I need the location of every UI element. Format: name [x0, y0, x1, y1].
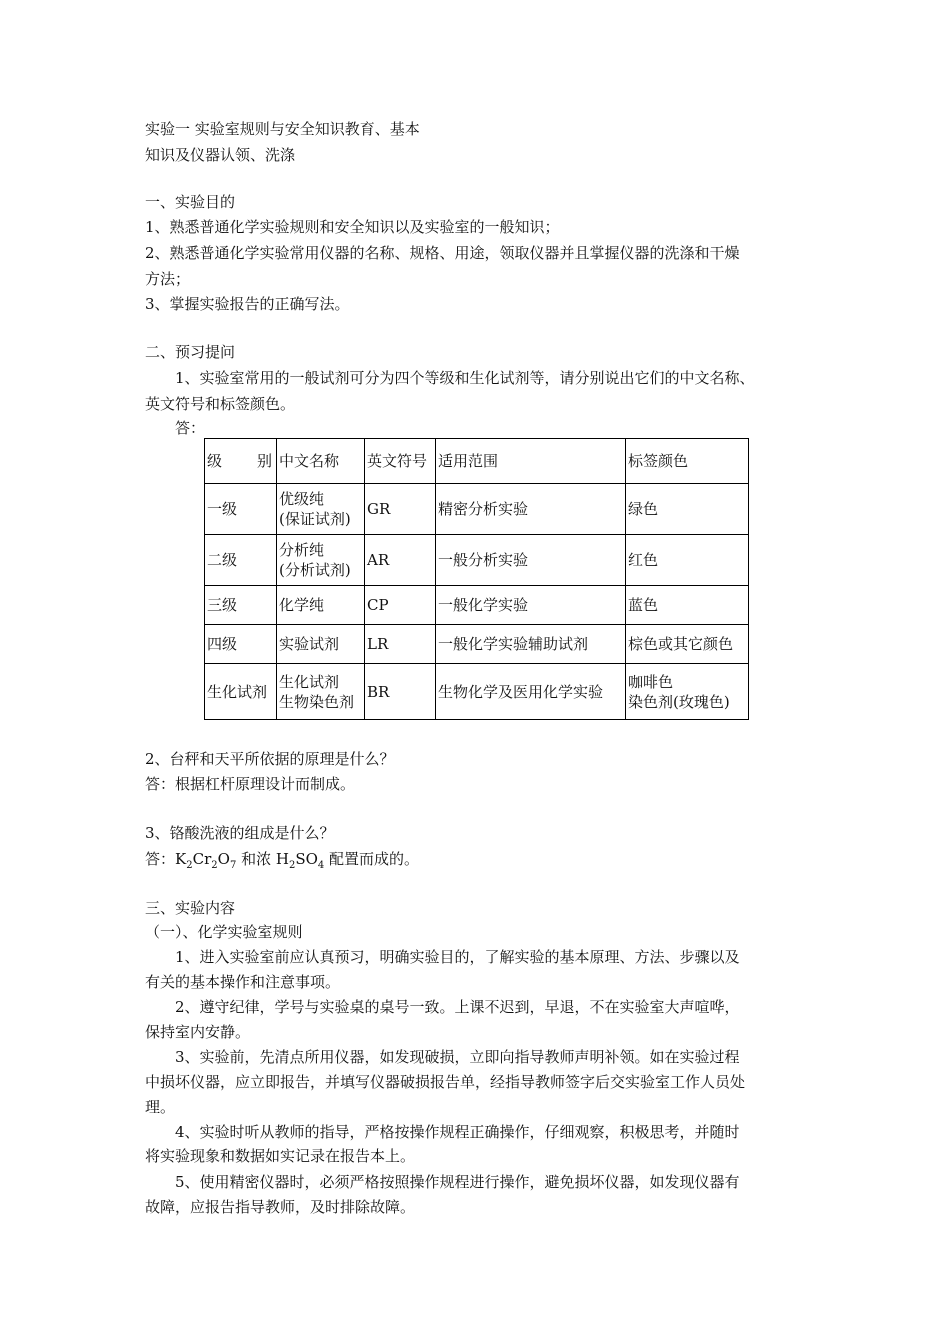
cell-symbol: AR [365, 535, 436, 586]
formula-o-subscript: 7 [229, 860, 237, 871]
cell-symbol: CP [365, 586, 436, 625]
answer-3-suffix: 配置而成的。 [324, 850, 420, 868]
cell-chinese-name [277, 484, 365, 535]
cell-label-color [626, 535, 749, 586]
answer-3-mid: 和浓 H [236, 850, 289, 868]
question-2: 2、台秤和天平所依据的原理是什么？ [145, 750, 395, 768]
cell-label-color [626, 664, 749, 720]
cell-color-line-2: 染色剂(玫瑰色) [628, 692, 730, 711]
header-scope: 适用范围 [436, 439, 626, 484]
objective-item: 1、熟悉普通化学实验规则和安全知识以及实验室的一般知识； [145, 218, 560, 236]
header-english-symbol: 英文符号 [365, 439, 436, 484]
cell-color-line-1: 咖啡色 [628, 672, 674, 691]
rule-line: 有关的基本操作和注意事项。 [145, 973, 341, 991]
section-heading-objectives: 一、实验目的 [145, 193, 236, 211]
cell-name-line-2: 生物染色剂 [279, 692, 355, 711]
cell-name-line-2: (保证试剂) [279, 510, 351, 528]
header-label-color: 标签颜色 [626, 439, 749, 484]
cell-name-line-1: 生化试剂 [279, 672, 340, 691]
cell-symbol: GR [365, 484, 436, 535]
answer-2: 答：根据杠杆原理设计而制成。 [145, 775, 356, 793]
section-heading-preview-questions: 二、预习提问 [145, 343, 236, 361]
objective-item: 2、熟悉普通化学实验常用仪器的名称、规格、用途，领取仪器并且掌握仪器的洗涤和干燥 [145, 244, 740, 262]
answer-label: 答： [175, 419, 206, 437]
cell-chinese-name [277, 535, 365, 586]
rule-line: 5、使用精密仪器时，必须严格按照操作规程进行操作，避免损坏仪器，如发现仪器有 [175, 1173, 740, 1191]
header-grade-char-2: 别 [256, 452, 272, 470]
formula-h-subscript: 2 [288, 860, 296, 871]
formula-k: K [175, 850, 187, 868]
cell-chinese-name: 化学纯 [277, 586, 365, 625]
cell-scope: 一般化学实验 [436, 586, 626, 625]
cell-label-color [626, 484, 749, 535]
cell-color-line-1: 绿色 [628, 500, 659, 518]
cell-chinese-name: 实验试剂 [277, 625, 365, 664]
cell-scope: 一般化学实验辅助试剂 [436, 625, 626, 664]
rule-line: 4、实验时听从教师的指导，严格按操作规程正确操作，仔细观察，积极思考，并随时 [175, 1123, 740, 1141]
section-heading-content: 三、实验内容 [145, 899, 236, 917]
cell-scope: 生物化学及医用化学实验 [436, 664, 626, 720]
answer-3-prefix: 答： [145, 850, 176, 868]
cell-grade: 二级 [205, 535, 277, 586]
rule-line: 将实验现象和数据如实记录在报告本上。 [145, 1147, 416, 1165]
formula-k-subscript: 2 [186, 860, 193, 871]
cell-scope: 精密分析实验 [436, 484, 626, 535]
question-1-line-2: 英文符号和标签颜色。 [145, 395, 296, 413]
cell-chinese-name [277, 664, 365, 720]
table-header-row [205, 439, 749, 484]
answer-3 [145, 849, 419, 869]
cell-name-line-1: 优级纯 [279, 490, 325, 508]
page-title-line-2: 知识及仪器认领、洗涤 [145, 146, 296, 164]
rule-line: 理。 [145, 1098, 176, 1116]
formula-cr-subscript: 2 [211, 860, 218, 871]
table-row [205, 586, 749, 625]
table-row [205, 664, 749, 720]
table-row [205, 535, 749, 586]
rule-line: 3、实验前，先清点所用仪器，如发现破损，立即向指导教师声明补领。如在实验过程 [175, 1048, 740, 1066]
header-chinese-name: 中文名称 [277, 439, 365, 484]
formula-o: O [217, 850, 230, 868]
formula-so: SO [295, 850, 318, 868]
cell-symbol: BR [365, 664, 436, 720]
cell-label-color: 棕色或其它颜色 [626, 625, 749, 664]
question-3: 3、铬酸洗液的组成是什么？ [145, 824, 335, 842]
reagent-grade-table [204, 438, 749, 720]
formula-so-subscript: 4 [317, 860, 325, 871]
table-row [205, 484, 749, 535]
header-grade-char-1: 级 [207, 452, 223, 470]
rule-line: 1、进入实验室前应认真预习，明确实验目的，了解实验的基本原理、方法、步骤以及 [175, 948, 740, 966]
cell-grade: 三级 [205, 586, 277, 625]
cell-label-color: 蓝色 [626, 586, 749, 625]
objective-item-continuation: 方法； [145, 270, 191, 288]
cell-grade: 四级 [205, 625, 277, 664]
header-grade [205, 439, 277, 484]
rule-line: 保持室内安静。 [145, 1023, 251, 1041]
subsection-heading-rules: （一）、化学实验室规则 [145, 923, 303, 941]
cell-scope: 一般分析实验 [436, 535, 626, 586]
cell-grade: 生化试剂 [205, 664, 277, 720]
cell-symbol: LR [365, 625, 436, 664]
cell-grade: 一级 [205, 484, 277, 535]
rule-line: 2、遵守纪律，学号与实验桌的桌号一致。上课不迟到，早退，不在实验室大声喧哗， [175, 998, 740, 1016]
rule-line: 故障，应报告指导教师，及时排除故障。 [145, 1198, 416, 1216]
formula-cr: Cr [192, 850, 212, 868]
cell-name-line-1: 分析纯 [279, 541, 325, 559]
cell-color-line-1: 红色 [628, 551, 659, 569]
table-row [205, 625, 749, 664]
cell-name-line-2: (分析试剂) [279, 561, 351, 579]
question-1-line-1: 1、实验室常用的一般试剂可分为四个等级和生化试剂等，请分别说出它们的中文名称、 [175, 369, 755, 387]
rule-line: 中损坏仪器，应立即报告，并填写仪器破损报告单，经指导教师签字后交实验室工作人员处 [145, 1073, 746, 1091]
page-title-line-1: 实验一 实验室规则与安全知识教育、基本 [145, 120, 420, 138]
objective-item: 3、掌握实验报告的正确写法。 [145, 295, 350, 313]
